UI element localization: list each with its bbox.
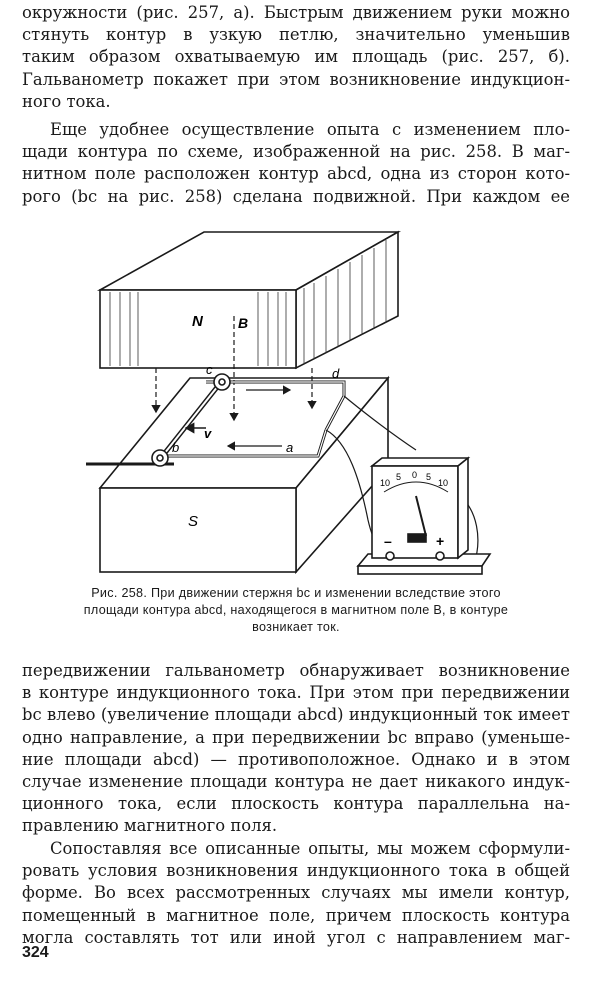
text-line: Сопоставляя все описанные опыты, мы можем сформули- — [50, 839, 570, 858]
north-pole-magnet — [100, 232, 398, 368]
text-line: ние площади abcd) — противоположное. Однако и в этом — [22, 749, 570, 769]
plus-terminal-label: + — [436, 533, 445, 549]
point-d-label: d — [332, 366, 340, 381]
caption-line: Рис. 258. При движении стержня bc и изменении вследствие этого — [91, 586, 501, 600]
minus-terminal-label: – — [384, 533, 392, 549]
field-label: B — [238, 315, 249, 331]
text-line: ционного тока, если плоскость контура параллельна на- — [22, 794, 570, 814]
paragraph-top — [22, 2, 570, 113]
text-line: ного тока. — [22, 91, 111, 111]
paragraph-second — [22, 119, 570, 208]
scale-tick: 0 — [412, 470, 418, 480]
galvanometer — [358, 458, 490, 574]
text-line: передвижении гальванометр обнаруживает возникновение — [22, 661, 570, 680]
paragraph-bottom — [22, 660, 570, 838]
south-label: S — [188, 513, 199, 530]
scale-tick: 5 — [426, 472, 432, 482]
caption-line: площади контура abcd, находящегося в магнитном поле B, в контуре — [83, 603, 509, 617]
scale-tick: 10 — [380, 478, 391, 488]
text-line: нитном поле расположен контур abcd, одна из сторон кото- — [22, 164, 570, 184]
text-line: в контуре индукционного тока. При этом при передвижении — [22, 683, 570, 703]
south-pole-magnet — [100, 378, 391, 572]
text-line: окружности (рис. 257, а). Быстрым движением руки можно — [22, 3, 570, 22]
north-label: N — [192, 313, 203, 330]
text-line: рого (bc на рис. 258) сделана подвижной. При каждом ее — [22, 186, 570, 206]
text-line: могла составлять тот или иной угол с направлением маг- — [22, 927, 570, 947]
text-line: таким образом охватываемую им площадь (рис. 257, б). — [22, 47, 570, 67]
point-a-label: a — [286, 440, 294, 455]
text-line: помещенный в магнитное поле, причем плоскость контура — [22, 905, 570, 925]
text-line: ровать условия возникновения индукционного тока в общей — [22, 861, 570, 881]
point-b-label: b — [172, 440, 180, 455]
scale-tick: 10 — [438, 478, 449, 488]
text-line: форме. Во всех рассмотренных случаях мы имели контур, — [22, 883, 570, 903]
page-number: 324 — [22, 944, 49, 961]
magnet-contour-diagram — [86, 220, 506, 592]
text-line: случае изменение площади контура не дает никакого индук- — [22, 772, 570, 792]
caption-line: возникает ток. — [252, 620, 340, 634]
text-line: bc влево (увеличение площади abcd) индукционный ток имеет — [22, 705, 570, 725]
velocity-label: v — [204, 426, 212, 441]
paragraph-last — [22, 838, 570, 949]
text-line: щади контура по схеме, изображенной на рис. 258. В маг- — [22, 142, 570, 162]
text-line: Еще удобнее осуществление опыта с изменением пло- — [50, 120, 570, 139]
figure-258 — [86, 220, 506, 592]
point-c-label: c — [206, 362, 213, 377]
text-line: правлению магнитного поля. — [22, 816, 278, 836]
text-line: стянуть контур в узкую петлю, значительно уменьшив — [22, 25, 570, 45]
scale-tick: 5 — [396, 472, 402, 482]
figure-caption — [22, 585, 570, 636]
text-line: одно направление, а при передвижении bc вправо (уменьше- — [22, 727, 570, 747]
text-line: Гальванометр покажет при этом возникновение индукцион- — [22, 69, 570, 89]
